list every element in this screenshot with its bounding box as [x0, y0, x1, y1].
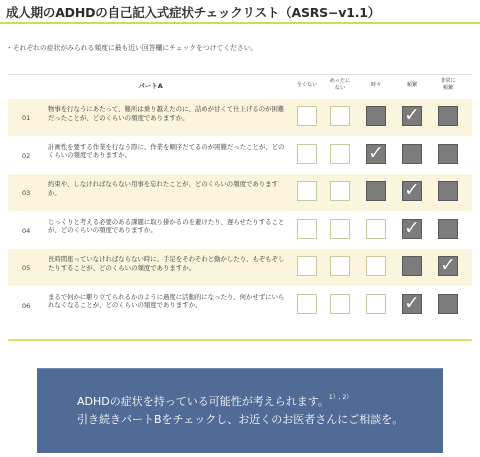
- column-header-sometimes: 時々: [370, 82, 382, 88]
- result-reference: 1）, 2）: [328, 394, 353, 401]
- answer-checkbox[interactable]: [438, 294, 458, 314]
- question-text: じっくりと考える必要のある課題に取り掛かるのを避けたり、遅らせたりすることが、どのくらいの頻度でありますか。: [48, 217, 285, 235]
- result-message: [77, 393, 352, 409]
- page-title: 成人期のADHDの自己記入式症状チェックリスト（ASRS−v1.1）: [6, 5, 381, 20]
- answer-checkbox[interactable]: [366, 219, 386, 239]
- table-row: [8, 98, 472, 136]
- checkmark-icon: ✓: [404, 104, 420, 126]
- result-line1-text: ADHDの症状を持っている可能性が考えられます。: [77, 395, 329, 408]
- answer-checkbox[interactable]: [438, 144, 458, 164]
- row-number: 06: [22, 301, 31, 310]
- answer-checkbox[interactable]: [297, 256, 317, 276]
- answer-checkbox[interactable]: [297, 181, 317, 201]
- checkmark-icon: ✓: [440, 254, 456, 276]
- row-number: 01: [22, 114, 31, 122]
- question-text: 計画性を要する作業を行なう際に、作業を順序だてるのが困難だったことが、どのくらいの頻度でありますか。: [48, 142, 285, 160]
- answer-checkbox[interactable]: [330, 256, 350, 276]
- answer-checkbox[interactable]: [297, 144, 317, 164]
- answer-checkbox[interactable]: [402, 106, 422, 126]
- question-text: 長時間座っていなければならない時に、手足をそわそわと動かしたり、もぞもぞしたりすることが、どのくらいの頻度でありますか。: [48, 255, 285, 272]
- answer-checkbox[interactable]: [438, 106, 458, 126]
- answer-checkbox[interactable]: [402, 181, 422, 201]
- checkmark-icon: ✓: [404, 291, 420, 314]
- table-row: [8, 248, 472, 286]
- answer-checkbox[interactable]: [297, 106, 317, 126]
- answer-checkbox[interactable]: [330, 106, 350, 126]
- answer-checkbox[interactable]: [297, 219, 317, 239]
- table-row: [8, 211, 472, 249]
- answer-checkbox[interactable]: [366, 106, 386, 126]
- checkmark-icon: ✓: [404, 179, 420, 201]
- row-number: 03: [22, 189, 31, 197]
- question-text: 物事を行なうにあたって、難所は乗り越えたのに、詰めが甘くて仕上げるのが困難だったことが、どのくらいの頻度でありますか。: [48, 105, 285, 122]
- answer-checkbox[interactable]: [330, 181, 350, 201]
- answer-checkbox[interactable]: [438, 219, 458, 239]
- row-number: 02: [22, 151, 31, 160]
- table-row: [8, 173, 472, 211]
- answer-checkbox[interactable]: [297, 294, 317, 314]
- answer-checkbox[interactable]: [330, 294, 350, 314]
- checkmark-icon: ✓: [368, 141, 384, 164]
- column-header-never: 全くない: [296, 82, 318, 88]
- column-header-very-often: 非常に 頻繁: [440, 78, 456, 91]
- answer-checkbox[interactable]: [366, 294, 386, 314]
- column-header-rarely: めったに ない: [329, 78, 351, 91]
- answer-checkbox[interactable]: [366, 256, 386, 276]
- checkmark-icon: ✓: [404, 216, 420, 239]
- result-advice: 引き続きパートBをチェックし、お近くのお医者さんにご相談を。: [77, 413, 404, 426]
- title-divider: [0, 22, 480, 24]
- column-header-often: 頻繁: [406, 82, 418, 88]
- answer-checkbox[interactable]: [366, 181, 386, 201]
- row-number: 04: [22, 226, 31, 235]
- instruction-text: ・それぞれの症状がみられる頻度に最も近い回答欄にチェックをつけてください。: [6, 44, 258, 52]
- checklist-table: [8, 74, 472, 323]
- question-text: 約束や、しなければならない用事を忘れたことが、どのくらいの頻度でありますか。: [48, 180, 278, 197]
- answer-checkbox[interactable]: [402, 144, 422, 164]
- answer-checkbox[interactable]: [438, 256, 458, 276]
- answer-checkbox[interactable]: [402, 256, 422, 276]
- answer-checkbox[interactable]: [402, 291, 422, 314]
- table-bottom-divider: [8, 339, 472, 341]
- answer-checkbox[interactable]: [366, 141, 386, 164]
- question-text: まるで何かに駆り立てられるかのように過度に活動的になったり、何かせずにいられなくなることが、どのくらいの頻度でありますか。: [48, 292, 285, 310]
- part-label: パートA: [138, 82, 163, 90]
- answer-checkbox[interactable]: [402, 216, 422, 239]
- result-panel: [37, 368, 443, 453]
- table-row: [8, 286, 472, 324]
- answer-checkbox[interactable]: [330, 219, 350, 239]
- checklist-rows: [8, 98, 472, 323]
- answer-checkbox[interactable]: [330, 144, 350, 164]
- row-number: 05: [22, 264, 31, 272]
- table-row: [8, 136, 472, 174]
- table-header: [8, 74, 472, 98]
- answer-checkbox[interactable]: [438, 181, 458, 201]
